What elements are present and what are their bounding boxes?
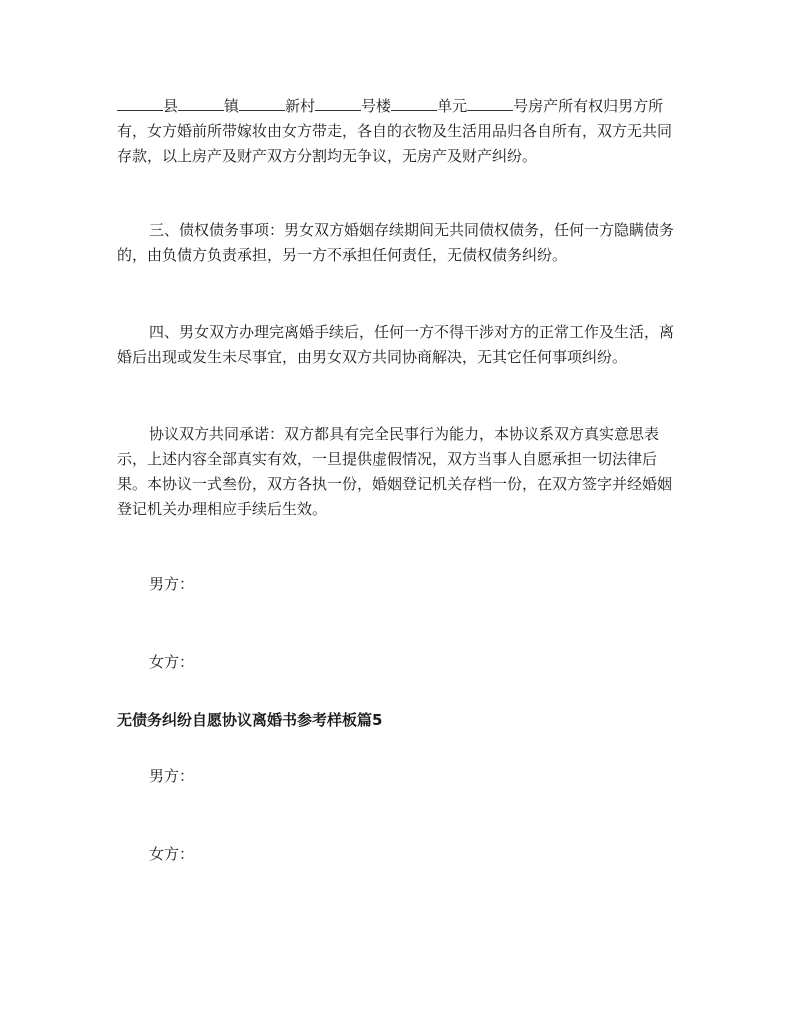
label-unit: 单元 bbox=[437, 97, 468, 115]
debt-paragraph: 三、债权债务事项：男女双方婚姻存续期间无共同债权债务，任何一方隐瞒债务的，由负债方负责承担，另一方不承担任何责任，无债权债务纠纷。 bbox=[117, 221, 675, 264]
commitment-paragraph: 协议双方共同承诺：双方都具有完全民事行为能力，本协议系双方真实意思表示，上述内容全部真实有效，一旦提供虚假情况，双方当事人自愿承担一切法律后果。本协议一式叁份，双方各执一份，婚姻登记机关存档一份，在双方签字并经婚姻登记机关办理相应手续后生效。 bbox=[117, 425, 673, 518]
section-female-signature-label: 女方： bbox=[149, 845, 195, 863]
blank-unit bbox=[391, 93, 437, 111]
blank-room bbox=[467, 93, 513, 111]
blank-town bbox=[178, 93, 224, 111]
label-county: 县 bbox=[163, 97, 179, 115]
non-interference-paragraph: 四、男女双方办理完离婚手续后，任何一方不得干涉对方的正常工作及生活，离婚后出现或发生未尽事宜，由男女双方共同协商解决，无其它任何事项纠纷。 bbox=[117, 323, 675, 366]
label-room: 号房产所有权归 bbox=[513, 97, 619, 115]
property-paragraph bbox=[117, 93, 683, 169]
female-signature-label: 女方： bbox=[149, 653, 195, 671]
blank-county bbox=[117, 93, 163, 111]
section-male-signature-label: 男方： bbox=[149, 767, 195, 785]
label-town: 镇 bbox=[224, 97, 240, 115]
label-building: 号楼 bbox=[361, 97, 392, 115]
section-heading: 无债务纠纷自愿协议离婚书参考样板篇5 bbox=[117, 711, 383, 729]
male-signature-label: 男方： bbox=[149, 575, 195, 593]
property-continuation: 男方所有，女方婚前所带嫁妆由女方带走，各自的衣物及生活用品归各自所有，双方无共同存款，以上房产及财产双方分割均无争议，无房产及财产纠纷。 bbox=[117, 97, 673, 165]
blank-building bbox=[315, 93, 361, 111]
label-village: 新村 bbox=[285, 97, 316, 115]
blank-village bbox=[239, 93, 285, 111]
